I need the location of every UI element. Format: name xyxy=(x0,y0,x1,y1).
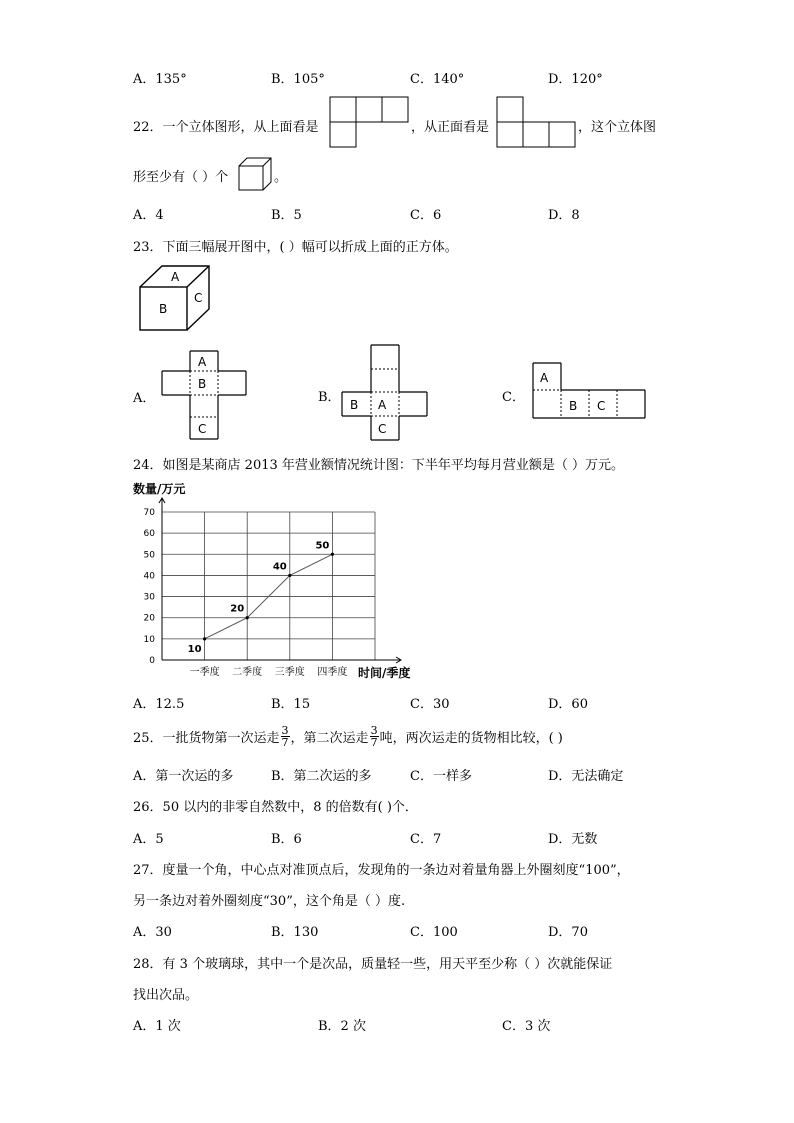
q28-option-b: B．2 次 xyxy=(318,1019,366,1034)
chart-data-label: 20 xyxy=(230,603,245,615)
q22-text-d: 形至少有（ ）个 xyxy=(133,170,229,185)
q25-fraction-1-numerator: 3 xyxy=(281,723,289,737)
chart-data-label: 40 xyxy=(272,561,287,573)
net-a-face-2: B xyxy=(198,377,207,391)
chart-y-tick-label: 20 xyxy=(143,613,155,624)
q28-option-c: C．3 次 xyxy=(502,1019,551,1034)
chart-data-point xyxy=(203,637,206,640)
chart-y-tick-label: 30 xyxy=(143,592,155,603)
q27-option-a: A．30 xyxy=(133,925,172,940)
net-a-figure xyxy=(160,349,248,443)
net-a-option-label: A． xyxy=(133,391,156,406)
cube-label-front: B xyxy=(159,302,168,316)
chart-data-point xyxy=(246,616,249,619)
net-c-face-2: B xyxy=(569,399,578,413)
q21-option-b: B．105° xyxy=(271,72,325,87)
q25-text-a: 25．一批货物第一次运走 xyxy=(133,730,280,746)
q21-option-a: A．135° xyxy=(133,72,187,87)
chart-y-tick-label: 0 xyxy=(149,656,155,666)
chart-y-axis-label: 数量/万元 xyxy=(133,482,186,496)
q24-option-c: C．30 xyxy=(410,697,450,712)
unit-cube-icon xyxy=(238,157,274,193)
cube-label-side: C xyxy=(194,291,203,305)
front-view-figure xyxy=(496,96,578,148)
q26-option-d: D．无数 xyxy=(548,832,598,847)
q22-text-b: ，从正面看是 xyxy=(411,120,490,135)
chart-data-point xyxy=(288,574,291,577)
q25-text-b: ，第二次运走 xyxy=(290,730,369,746)
net-a-face-3: C xyxy=(198,422,207,436)
chart-y-tick-label: 10 xyxy=(143,634,155,645)
net-c-face-3: C xyxy=(597,399,606,413)
q25-fraction-2 xyxy=(370,725,379,748)
chart-y-tick-label: 70 xyxy=(143,508,155,518)
chart-y-tick-label: 60 xyxy=(143,529,155,540)
chart-data-point xyxy=(331,553,334,556)
q25-option-a: A．第一次运的多 xyxy=(133,769,234,784)
q26-option-a: A．5 xyxy=(133,832,164,847)
q27-line-2: 另一条边对着外圈刻度“30”，这个角是（ ）度. xyxy=(133,894,406,909)
net-b-face-3: C xyxy=(378,422,387,436)
q25-text-c: 吨，两次运走的货物相比较，( ) xyxy=(379,730,563,746)
chart-x-tick-label: 四季度 xyxy=(317,667,348,678)
q26-text: 26．50 以内的非零自然数中，8 的倍数有( )个． xyxy=(133,800,418,815)
q25-question xyxy=(133,720,563,752)
q25-fraction-2-numerator: 3 xyxy=(370,723,378,737)
q27-option-d: D．70 xyxy=(548,925,588,940)
q22-option-a: A．4 xyxy=(133,208,164,223)
q24-option-d: D．60 xyxy=(548,697,588,712)
line-chart xyxy=(128,476,428,686)
chart-data-label: 50 xyxy=(315,540,330,552)
q24-text: 24．如图是某商店 2013 年营业额情况统计图：下半年平均每月营业额是（ ）万元。 xyxy=(133,458,625,473)
q22-option-c: C．6 xyxy=(410,208,442,223)
chart-y-tick-label: 50 xyxy=(143,550,155,561)
q26-option-b: B．6 xyxy=(271,832,302,847)
q22-option-b: B．5 xyxy=(271,208,302,223)
q26-option-c: C．7 xyxy=(410,832,442,847)
top-view-figure xyxy=(329,96,411,148)
q27-line-1: 27．度量一个角，中心点对准顶点后，发现角的一条边对着量角器上外圈刻度“100”， xyxy=(133,863,630,878)
net-b-option-label: B． xyxy=(318,390,341,405)
q21-option-d: D．120° xyxy=(548,72,603,87)
net-a-face-1: A xyxy=(198,355,207,369)
q28-option-a: A．1 次 xyxy=(133,1019,181,1034)
q22-text-e: 。 xyxy=(274,170,288,185)
q25-fraction-1-denominator: 7 xyxy=(281,735,289,749)
net-b-face-2: A xyxy=(378,398,387,412)
chart-data-label: 10 xyxy=(187,643,202,655)
chart-x-tick-label: 二季度 xyxy=(232,667,263,678)
q25-option-b: B．第二次运的多 xyxy=(271,769,372,784)
chart-x-tick-label: 一季度 xyxy=(189,667,220,678)
q25-option-d: D．无法确定 xyxy=(548,769,624,784)
chart-x-axis-label: 时间/季度 xyxy=(358,666,411,680)
q28-line-2: 找出次品。 xyxy=(133,988,199,1003)
q21-option-c: C．140° xyxy=(410,72,465,87)
chart-y-tick-label: 40 xyxy=(143,571,155,582)
net-b-face-1: B xyxy=(350,398,359,412)
q22-text-c: ，这个立体图 xyxy=(578,120,657,135)
net-c-option-label: C． xyxy=(502,390,525,405)
q24-option-b: B．15 xyxy=(271,697,311,712)
q23-text: 23．下面三幅展开图中，( ）幅可以折成上面的正方体。 xyxy=(133,240,458,255)
q24-option-a: A．12.5 xyxy=(133,697,185,712)
net-c-face-1: A xyxy=(540,371,549,385)
q25-fraction-1 xyxy=(281,725,290,748)
net-b-figure xyxy=(340,344,430,442)
q27-option-b: B．130 xyxy=(271,925,319,940)
net-c-figure xyxy=(530,362,648,420)
labeled-cube-figure xyxy=(138,264,212,332)
q25-option-c: C．一样多 xyxy=(410,769,472,784)
cube-label-top: A xyxy=(171,270,180,284)
q22-text-a: 22．一个立体图形，从上面看是 xyxy=(133,120,319,135)
q28-line-1: 28．有 3 个玻璃球，其中一个是次品，质量轻一些，用天平至少称（ ）次就能保证 xyxy=(133,957,613,972)
q27-option-c: C．100 xyxy=(410,925,458,940)
q25-fraction-2-denominator: 7 xyxy=(370,735,378,749)
chart-x-tick-label: 三季度 xyxy=(274,667,305,678)
q22-option-d: D．8 xyxy=(548,208,580,223)
